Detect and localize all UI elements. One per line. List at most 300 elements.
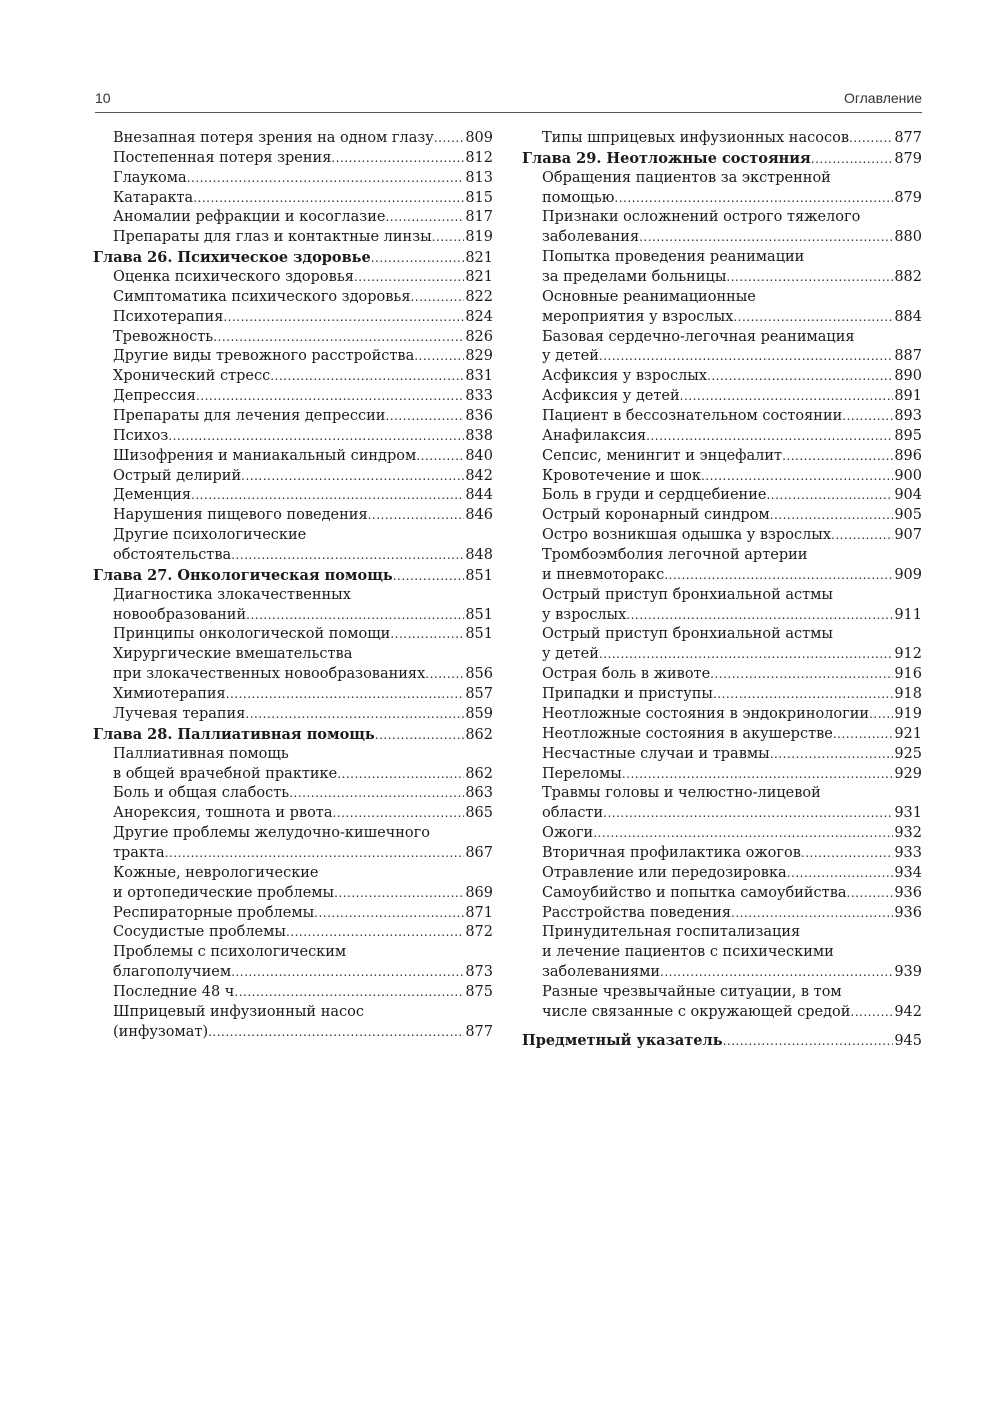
toc-entry-page: 942 — [894, 1003, 922, 1020]
toc-entry-page: 939 — [894, 964, 922, 981]
toc-entry-title: Катаракта — [113, 189, 194, 206]
toc-entry-title: в общей врачебной практике — [113, 765, 338, 782]
dot-leader — [811, 150, 894, 170]
toc-entry — [522, 387, 922, 407]
toc-entry-title: Сосудистые проблемы — [113, 924, 286, 941]
toc-entry-page: 875 — [465, 983, 493, 1000]
dot-leader — [246, 606, 464, 626]
toc-entry-page: 842 — [465, 467, 493, 484]
toc-entry-title: Базовая сердечно-легочная реанимация — [542, 328, 855, 345]
dot-leader — [723, 1032, 894, 1052]
toc-entry-title: Острый делирий — [113, 467, 242, 484]
toc-entry-page: 812 — [465, 149, 493, 166]
toc-entry-title: заболеваниями — [542, 964, 661, 981]
toc-entry — [522, 308, 922, 328]
toc-entry-page: 836 — [465, 408, 493, 425]
toc-entry-page: 821 — [465, 250, 493, 267]
dot-leader — [432, 228, 465, 248]
toc-entry — [93, 983, 493, 1003]
toc-entry-page: 884 — [894, 308, 922, 325]
toc-entry — [93, 864, 493, 884]
dot-leader — [332, 804, 464, 824]
toc-entry — [93, 824, 493, 844]
toc-entry-title: Аномалии рефракции и косоглазие — [113, 209, 386, 226]
dot-leader — [782, 447, 893, 467]
dot-leader — [787, 864, 894, 884]
dot-leader — [713, 685, 893, 705]
toc-entry-title: за пределами больницы — [542, 269, 727, 286]
toc-entry — [93, 347, 493, 367]
toc-entry — [93, 606, 493, 626]
toc-entry — [93, 904, 493, 924]
dot-leader — [850, 1003, 893, 1023]
toc-entry-title: Другие психологические — [113, 527, 307, 544]
dot-leader — [371, 249, 465, 269]
toc-chapter-entry — [522, 149, 922, 169]
toc-entry-page: 893 — [894, 408, 922, 425]
toc-entry-page: 871 — [465, 904, 493, 921]
toc-entry — [522, 705, 922, 725]
toc-entry-title: у взрослых — [542, 606, 627, 623]
toc-entry-page: 900 — [894, 467, 922, 484]
dot-leader — [196, 387, 464, 407]
toc-entry — [93, 884, 493, 904]
toc-entry-title: Кожные, неврологические — [113, 864, 319, 881]
toc-entry-page: 809 — [465, 130, 493, 146]
toc-entry-title: Деменция — [113, 487, 192, 504]
dot-leader — [234, 983, 464, 1003]
toc-entry-title: Принципы онкологической помощи — [113, 626, 391, 643]
dot-leader — [385, 407, 464, 427]
dot-leader — [731, 904, 893, 924]
toc-entry-title: при злокачественных новообразованиях — [113, 666, 426, 683]
dot-leader — [191, 486, 464, 506]
toc-entry-title: Шизофрения и маниакальный синдром — [113, 447, 417, 464]
page-header — [95, 86, 922, 113]
toc-entry-title: Глава 29. Неотложные состояния — [522, 149, 811, 167]
toc-entry-title: Асфиксия у взрослых — [542, 368, 707, 385]
dot-leader — [599, 347, 893, 367]
toc-entry-title: Химиотерапия — [113, 686, 226, 703]
toc-entry-page: 933 — [894, 844, 922, 861]
toc-entry-title: Анафилаксия — [542, 427, 647, 444]
toc-entry — [522, 625, 922, 645]
toc-entry-title: Вторичная профилактика ожогов — [542, 844, 801, 861]
toc-entry-title: Травмы головы и челюстно-лицевой — [542, 785, 821, 802]
toc-entry — [93, 189, 493, 209]
toc-entry-page: 879 — [894, 189, 922, 206]
toc-entry-page: 857 — [465, 686, 493, 703]
toc-entry-title: Самоубийство и попытка самоубийства — [542, 884, 847, 901]
toc-entry — [522, 169, 922, 189]
toc-entry-page: 815 — [465, 189, 493, 206]
dot-leader — [639, 228, 893, 248]
dot-leader — [869, 705, 893, 725]
toc-entry-page: 925 — [894, 745, 922, 762]
dot-leader — [434, 129, 464, 149]
dot-leader — [733, 308, 893, 328]
toc-entry-page: 863 — [465, 785, 493, 802]
toc-entry-title: Типы шприцевых инфузионных насосов — [542, 130, 849, 146]
toc-entry-page: 817 — [465, 209, 493, 226]
toc-entry — [522, 765, 922, 785]
toc-entry-title: Лучевая терапия — [113, 705, 246, 722]
toc-entry-page: 912 — [894, 646, 922, 663]
toc-entry — [93, 467, 493, 487]
toc-entry-title: Хронический стресс — [113, 368, 271, 385]
toc-entry-title: Острый приступ бронхиальной астмы — [542, 586, 833, 603]
toc-entry-title: Расстройства поведения — [542, 904, 732, 921]
toc-entry — [93, 149, 493, 169]
toc-entry-page: 813 — [465, 169, 493, 186]
toc-entry-page: 831 — [465, 368, 493, 385]
toc-chapter-entry — [93, 248, 493, 268]
toc-entry-page: 921 — [894, 725, 922, 742]
toc-entry — [522, 486, 922, 506]
toc-entry — [522, 586, 922, 606]
toc-entry-title: Кровотечение и шок — [542, 467, 701, 484]
toc-entry-page: 840 — [465, 447, 493, 464]
toc-entry — [93, 804, 493, 824]
toc-entry-title: у детей — [542, 646, 599, 663]
toc-entry-page: 911 — [894, 606, 922, 623]
toc-entry — [522, 904, 922, 924]
toc-entry-title: Симптоматика психического здоровья — [113, 288, 411, 305]
toc-entry — [522, 1003, 922, 1023]
toc-entry-page: 859 — [465, 705, 493, 722]
toc-entry — [93, 923, 493, 943]
toc-entry-page: 895 — [894, 427, 922, 444]
toc-entry-title: Другие проблемы желудочно-кишечного — [113, 825, 430, 842]
toc-entry-title: Принудительная госпитализация — [542, 924, 801, 941]
toc-entry-page: 869 — [465, 884, 493, 901]
toc-entry-title: Боль в груди и сердцебиение — [542, 487, 767, 504]
toc-right-column — [522, 129, 922, 1051]
toc-entry — [93, 526, 493, 546]
toc-entry-title: Психоз — [113, 427, 169, 444]
toc-entry-page: 916 — [894, 666, 922, 683]
toc-entry-page: 865 — [465, 805, 493, 822]
toc-entry-page: 891 — [894, 388, 922, 405]
toc-entry — [93, 308, 493, 328]
toc-entry — [93, 228, 493, 248]
dot-leader — [770, 506, 894, 526]
toc-entry-title: Проблемы с психологическим — [113, 944, 347, 961]
toc-entry-page: 833 — [465, 388, 493, 405]
toc-entry-page: 851 — [465, 567, 493, 584]
toc-entry-title: Шприцевый инфузионный насос — [113, 1003, 364, 1020]
toc-entry-title: тракта — [113, 844, 165, 861]
dot-leader — [231, 963, 464, 983]
toc-entry-page: 829 — [465, 348, 493, 365]
dot-leader — [626, 606, 893, 626]
toc-entry — [522, 268, 922, 288]
toc-entry-page: 877 — [465, 1023, 493, 1040]
dot-leader — [831, 526, 893, 546]
toc-chapter-entry — [93, 566, 493, 586]
dot-leader — [390, 625, 464, 645]
dot-leader — [165, 844, 465, 864]
toc-entry-page: 904 — [894, 487, 922, 504]
toc-entry-title: Острая боль в животе — [542, 666, 711, 683]
running-title: Оглавление — [843, 90, 922, 106]
toc-entry — [522, 526, 922, 546]
toc-entry-page: 919 — [894, 705, 922, 722]
dot-leader — [847, 884, 894, 904]
dot-leader — [849, 129, 893, 149]
toc-entry — [522, 506, 922, 526]
toc-entry-title: Неотложные состояния в эндокринологии — [542, 705, 870, 722]
dot-leader — [833, 725, 893, 745]
dot-leader — [425, 665, 464, 685]
toc-entry — [522, 228, 922, 248]
toc-entry-title: Несчастные случаи и травмы — [542, 745, 770, 762]
toc-entry-page: 856 — [465, 666, 493, 683]
toc-entry-page: 931 — [894, 805, 922, 822]
toc-entry-title: Респираторные проблемы — [113, 904, 315, 921]
toc-entry-title: Нарушения пищевого поведения — [113, 507, 368, 524]
toc-entry-page: 905 — [894, 507, 922, 524]
toc-entry-page: 932 — [894, 825, 922, 842]
dot-leader — [385, 208, 464, 228]
toc-entry-title: Глава 27. Онкологическая помощь — [93, 566, 393, 584]
toc-entry-page: 844 — [465, 487, 493, 504]
dot-leader — [680, 387, 894, 407]
toc-entry — [93, 645, 493, 665]
toc-entry-title: Другие виды тревожного расстройства — [113, 348, 415, 365]
toc-entry — [522, 745, 922, 765]
toc-entry-title: Хирургические вмешательства — [113, 646, 353, 663]
toc-entry — [93, 208, 493, 228]
toc-entry-title: Переломы — [542, 765, 622, 782]
toc-entry — [522, 784, 922, 804]
dot-leader — [375, 726, 465, 746]
toc-entry-title: и ортопедические проблемы — [113, 884, 335, 901]
toc-entry-page: 873 — [465, 964, 493, 981]
toc-entry-title: Препараты для глаз и контактные линзы — [113, 229, 432, 246]
toc-entry — [522, 963, 922, 983]
toc-entry-title: у детей — [542, 348, 599, 365]
toc-chapter-entry — [93, 725, 493, 745]
toc-entry-title: Оценка психического здоровья — [113, 269, 354, 286]
toc-entry-title: Основные реанимационные — [542, 288, 756, 305]
toc-entry — [93, 1023, 493, 1043]
dot-leader — [231, 546, 464, 566]
toc-entry — [522, 884, 922, 904]
toc-entry — [93, 685, 493, 705]
toc-entry — [93, 705, 493, 725]
toc-entry-page: 880 — [894, 229, 922, 246]
toc-entry-page: 846 — [465, 507, 493, 524]
dot-leader — [710, 665, 893, 685]
toc-entry-title: помощью — [542, 189, 615, 206]
page-number: 10 — [95, 90, 111, 106]
toc-entry — [93, 586, 493, 606]
toc-entry — [93, 745, 493, 765]
toc-entry-page: 826 — [465, 328, 493, 345]
toc-entry — [522, 824, 922, 844]
toc-entry-title: Постепенная потеря зрения — [113, 149, 332, 166]
toc-entry-title: Глаукома — [113, 169, 187, 186]
toc-entry-title: и пневмоторакс — [542, 566, 665, 583]
toc-entry-page: 862 — [465, 765, 493, 782]
toc-entry — [93, 169, 493, 189]
dot-leader — [414, 347, 464, 367]
dot-leader — [241, 467, 464, 487]
toc-entry-page: 909 — [894, 566, 922, 583]
toc-entry — [93, 288, 493, 308]
toc-entry-title: Паллиативная помощь — [113, 745, 289, 762]
toc-entry-page: 822 — [465, 288, 493, 305]
toc-entry-title: Ожоги — [542, 825, 594, 842]
toc-entry-page: 848 — [465, 547, 493, 564]
toc-entry-title: благополучием — [113, 964, 232, 981]
dot-leader — [314, 904, 464, 924]
toc-entry-page: 821 — [465, 269, 493, 286]
toc-entry-title: Психотерапия — [113, 308, 224, 325]
toc-entry — [522, 864, 922, 884]
toc-entry-title: Боль и общая слабость — [113, 785, 290, 802]
dot-leader — [168, 427, 464, 447]
toc-entry — [522, 804, 922, 824]
dot-leader — [842, 407, 893, 427]
toc-entry-title: Признаки осложнений острого тяжелого — [542, 209, 861, 226]
toc-entry — [522, 645, 922, 665]
toc-entry — [93, 367, 493, 387]
toc-entry-title: Последние 48 ч — [113, 983, 235, 1000]
dot-leader — [766, 486, 893, 506]
toc-entry-page: 872 — [465, 924, 493, 941]
toc-entry-page: 851 — [465, 626, 493, 643]
toc-entry — [93, 328, 493, 348]
toc-entry-page: 862 — [465, 726, 493, 743]
toc-entry-page: 890 — [894, 368, 922, 385]
dot-leader — [193, 189, 464, 209]
toc-entry — [522, 189, 922, 209]
toc-entry-title: Внезапная потеря зрения на одном глазу — [113, 130, 434, 146]
dot-leader — [416, 447, 464, 467]
dot-leader — [593, 824, 893, 844]
toc-entry — [522, 208, 922, 228]
dot-leader — [331, 149, 464, 169]
toc-entry-page: 882 — [894, 269, 922, 286]
dot-leader — [337, 765, 464, 785]
dot-leader — [707, 367, 893, 387]
toc-entry — [93, 129, 493, 149]
dot-leader — [289, 784, 464, 804]
toc-entry-title: и лечение пациентов с психическими — [542, 944, 834, 961]
toc-entry-title: Сепсис, менингит и энцефалит — [542, 447, 783, 464]
toc-entry-title: Тревожность — [113, 328, 214, 345]
toc-entry-page: 907 — [894, 527, 922, 544]
toc-entry — [522, 983, 922, 1003]
toc-chapter-entry — [522, 1031, 922, 1051]
dot-leader — [660, 963, 893, 983]
toc-entry — [522, 407, 922, 427]
toc-entry — [522, 328, 922, 348]
toc-entry-title: Глава 26. Психическое здоровье — [93, 249, 371, 267]
dot-leader — [208, 1023, 464, 1043]
dot-leader — [368, 506, 465, 526]
toc-entry — [93, 665, 493, 685]
toc-entry-page: 851 — [465, 606, 493, 623]
toc-entry-title: числе связанные с окружающей средой — [542, 1003, 851, 1020]
toc-entry-title: Анорексия, тошнота и рвота — [113, 805, 333, 822]
toc-entry-title: Тромбоэмболия легочной артерии — [542, 547, 808, 564]
toc-entry — [93, 1003, 493, 1023]
toc-entry — [93, 765, 493, 785]
dot-leader — [393, 567, 465, 587]
toc-entry — [522, 566, 922, 586]
toc-entry-title: новообразований — [113, 606, 247, 623]
toc-entry-title: Припадки и приступы — [542, 686, 713, 703]
dot-leader — [226, 685, 465, 705]
dot-leader — [801, 844, 893, 864]
toc-entry-title: Обращения пациентов за экстренной — [542, 169, 831, 186]
dot-leader — [603, 804, 893, 824]
toc-entry — [93, 943, 493, 963]
toc-entry-page: 936 — [894, 884, 922, 901]
toc-entry — [522, 467, 922, 487]
toc-entry-title: Предметный указатель — [522, 1031, 723, 1049]
toc-entry — [522, 367, 922, 387]
dot-leader — [664, 566, 893, 586]
toc-entry-title: (инфузомат) — [113, 1023, 209, 1040]
toc-entry — [93, 427, 493, 447]
dot-leader — [223, 308, 464, 328]
dot-leader — [354, 268, 464, 288]
toc-entry-title: заболевания — [542, 229, 640, 246]
toc-entry — [93, 784, 493, 804]
dot-leader — [770, 745, 894, 765]
toc-entry-page: 929 — [894, 765, 922, 782]
toc-entry — [522, 248, 922, 268]
toc-entry-title: Острый коронарный синдром — [542, 507, 770, 524]
toc-entry — [522, 606, 922, 626]
dot-leader — [646, 427, 893, 447]
toc-entry — [522, 685, 922, 705]
dot-leader — [410, 288, 464, 308]
toc-entry — [522, 725, 922, 745]
toc-entry-title: Отравление или передозировка — [542, 864, 787, 881]
toc-entry-title: мероприятия у взрослых — [542, 308, 734, 325]
toc-entry — [522, 665, 922, 685]
toc-entry-title: Глава 28. Паллиативная помощь — [93, 725, 375, 743]
toc-entry-title: Неотложные состояния в акушерстве — [542, 725, 833, 742]
dot-leader — [270, 367, 464, 387]
toc-entry — [93, 506, 493, 526]
toc-entry-page: 945 — [894, 1032, 922, 1049]
toc-entry — [522, 943, 922, 963]
toc-entry — [93, 844, 493, 864]
dot-leader — [599, 645, 893, 665]
toc-entry — [93, 268, 493, 288]
dot-leader — [614, 189, 893, 209]
toc-entry — [93, 387, 493, 407]
toc-entry-title: Разные чрезвычайные ситуации, в том — [542, 983, 842, 1000]
toc-entry — [93, 447, 493, 467]
toc-entry — [93, 625, 493, 645]
dot-leader — [622, 765, 893, 785]
toc-entry — [522, 129, 922, 149]
dot-leader — [701, 467, 893, 487]
toc-entry — [522, 347, 922, 367]
toc-entry-title: Остро возникшая одышка у взрослых — [542, 527, 831, 544]
toc-entry — [522, 427, 922, 447]
toc-entry-page: 936 — [894, 904, 922, 921]
toc-entry-title: Асфиксия у детей — [542, 388, 680, 405]
toc-entry-page: 819 — [465, 229, 493, 246]
